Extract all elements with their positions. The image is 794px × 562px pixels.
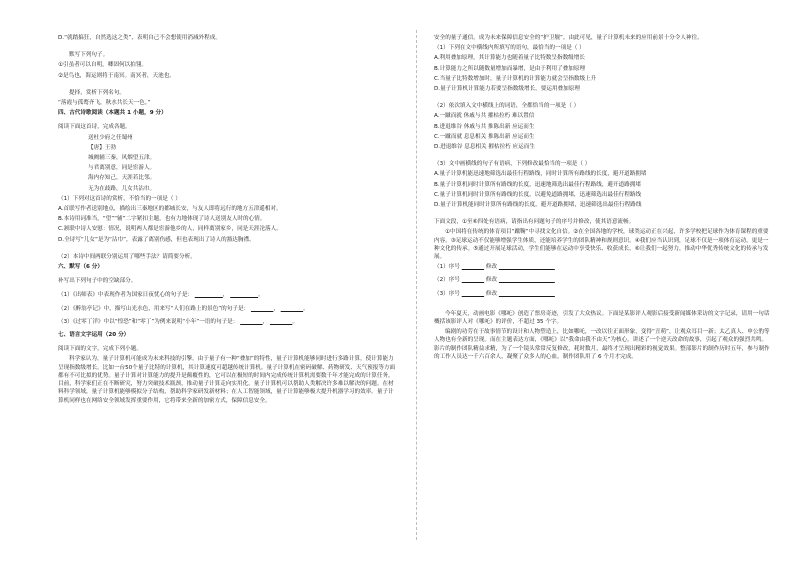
section-heading: 七、语言文字运用（20 分） <box>58 332 130 339</box>
fill-question-text: （1）《出师表》中表现作者为国家日夜忧心的句子是： <box>58 292 194 299</box>
poem-line: 海内存知己，天涯若比邻。 <box>88 175 156 182</box>
option: D.进退维谷 息息相关 摧枯拉朽 应运而生 <box>434 144 535 151</box>
answer-blank[interactable] <box>270 319 292 325</box>
question: （2）本诗中间两联分别运用了哪些手法？请简要分析。 <box>58 253 196 260</box>
section-heading: 四、古代诗歌阅读（本题共 1 小题，9 分） <box>58 110 167 117</box>
answer-blank[interactable] <box>499 264 555 270</box>
text-line: 阅读下面这首诗，完成各题。 <box>58 124 131 131</box>
poem-author: 【唐】王勃 <box>88 144 116 151</box>
row-mid: 修改 <box>485 264 498 271</box>
answer-blank[interactable] <box>462 264 484 270</box>
row-label: （1）序号 <box>434 264 460 271</box>
poem <box>58 134 398 193</box>
option: A.首联写作者送别地点，描绘出三秦地区的都城长安，与友人即将远行的地方五津遥相对。 <box>58 206 282 213</box>
text-line: ②是鸟也，海运则将于南冥。南冥者，天池也。 <box>58 72 175 79</box>
text-line: 提择，赏析下列名句。 <box>69 89 125 96</box>
text-line: 补写出下列句子中的空缺部分。 <box>58 278 137 285</box>
question: （3）文中画横线的句子有语病，下列修改最恰当的一项是（ ） <box>434 161 591 168</box>
column-divider <box>416 30 417 540</box>
option: B.本诗用词准当，“望”“辅”二字紧扣主题，也有力地体现了诗人送别友人时的心情。 <box>58 216 266 223</box>
answer-blank[interactable] <box>251 306 273 312</box>
answer-blank[interactable] <box>462 277 484 283</box>
row-mid: 修改 <box>485 277 498 284</box>
option: C.颔联中诗人安慰：情况，说明两人都是宦游他乡的人，同样离别家乡，同是天涯沦落人。 <box>58 226 282 233</box>
option: C.当量子比特数增加时，量子计算机的计算能力就会呈指数级上升 <box>434 75 597 82</box>
option: D.量子计算机能同时计算所有路线的长度，避开道路拥堵，迅速筛选出最佳行程路线 <box>434 202 642 209</box>
question: 下面文段，①至⑥四处有语病，请指出有问题句子的序号并修改，使其语意流畅。 <box>434 219 635 226</box>
option: A.量子计算机能迅速地筛选出最佳行程路线，同时计算所有路线的长度，避开道路拥堵 <box>434 171 647 178</box>
text-line: “落霞与孤鹜齐飞，秋水共长天一色。” <box>58 100 151 107</box>
passage: 科学家认为，量子计算机可能成为未来科技的引擎。由于量子有一种“叠加”的特性，量子计算机能够同时进行多路计算，使计算能力呈现指数级增长。比如一台50个量子比特的计算机，其计算速度可超越传统计算机。量子计算机在密码破解、药物研发、天气预报等方面都有不可比拟的优势。量子计算对计算能力的提升是颠覆性的，它可以在极短的时间内完成传统计算机需要数千年才能完成的计算任务。目前，科学家们正在不断研究，努力突破技术瓶颈，推动量子计算走向实用化。量子计算机可以帮助人类解决许多难以解决的问题。在材料科学领域，量子计算机能够模拟分子结构，帮助科学家研发新材料；在人工智能领域，量子计算能够极大提升机器学习的效率。量子计算机同样也在网络安全领域发挥重要作用，它将带来全新的加密方式，保障信息安全。 <box>58 356 396 404</box>
fill-question: （2）《醉翁亭记》中，描写山光水色，用来写“人们在路上的景色”的句子是： ， 。 <box>58 305 309 312</box>
answer-blank[interactable] <box>195 292 223 298</box>
option: B.计算能力之所以随数量增加而暴增，是由于利用了叠加原理 <box>434 65 586 72</box>
text-line: ①引虽者可以自明，卿固何以拍翎。 <box>58 62 147 69</box>
row-label: （2）序号 <box>434 277 460 284</box>
section-heading: 六、默写（6 分） <box>58 264 103 271</box>
answer-blank[interactable] <box>499 277 555 283</box>
question: 今年夏天，动画电影《哪吒》创造了票房奇迹，引发了大众热议。下面是某影评人观影后接受新闻媒体采访的文字记录，请用一句话概括该影评人对《哪吒》的评价，不超过 35 个字。 <box>434 310 770 326</box>
question: （2）依次填入文中横线上的词语，全都恰当的一项是（ ） <box>434 103 580 110</box>
answer-row <box>434 263 772 271</box>
question: （1）下列在文中横线内所填写的语句，最恰当的一项是（ ） <box>434 45 585 52</box>
option: C.一蹴而就 息息相关 推陈出新 应运而生 <box>434 133 535 140</box>
row-label: （3）序号 <box>434 290 460 297</box>
poem-title: 送杜少府之任蜀州 <box>88 134 133 141</box>
option: A.一蹴而就 休戚与共 摧枯拉朽 难以置信 <box>434 113 535 120</box>
answer-blank[interactable] <box>281 306 303 312</box>
row-mid: 修改 <box>485 290 498 297</box>
text-line: 阅读下面的文字，完成下列小题。 <box>58 346 142 353</box>
fill-question-text: （2）《醉翁亭记》中，描写山光水色，用来写“人们在路上的景色”的句子是： <box>58 305 250 312</box>
answer-blank[interactable] <box>462 291 484 297</box>
right-column <box>434 34 772 363</box>
passage: ①中国将在传统的体育项目“蹴鞠”中寻找文化自信。②在全国各地的学校，球类运动正在兴起，许多学校把足球作为体育课程的重要内容。③足球运动不仅能够增强学生体质，还能培养学生的团队精神和规则意识。④我们应当认识到，足球不仅是一项体育运动，更是一种文化的传承。⑤通过开展足球活动，学生们能够在运动中享受快乐、收获成长。⑥让我们一起努力，推动中华优秀传统文化的传承与发展。 <box>434 229 769 261</box>
answer-blank[interactable] <box>499 291 555 297</box>
poem-line: 与君离别意，同是宦游人。 <box>88 165 156 172</box>
fill-question: （3）《过零丁洋》中以“惶恐”和“零丁”为例来说明“小年”一语的句子是： ， 。 <box>58 318 298 325</box>
answer-blank[interactable] <box>230 292 258 298</box>
answer-row <box>434 290 772 298</box>
option: A.利用叠加原理，其计算能力也随着量子比特数呈指数级增长 <box>434 55 585 62</box>
answer-row <box>434 276 772 284</box>
passage: 编剧的功劳在于故事情节的设计和人物塑造上，比如哪吒，一改以往正面形象，变得“丑萌”，让观众耳目一新；太乙真人、申公豹等人物也有全新的呈现。而在主题表达方面，《哪吒》以“我命由我不由天”为核心，讲述了一个逆天改命的故事，引起了观众的强烈共鸣。影片的制作团队精益求精，为了一个镜头常常反复修改，耗时数月，最终才呈现出精彩的视觉效果。整部影片的制作历时五年，参与制作的工作人员达一千六百余人，凝聚了众多人的心血，制作团队用了 6 个月才完成。 <box>434 329 770 360</box>
fill-question: （1）《出师表》中表现作者为国家日夜忧心的句子是： ， 。 <box>58 292 264 299</box>
fill-question-text: （3）《过零丁洋》中以“惶恐”和“零丁”为例来说明“小年”一语的句子是： <box>58 318 239 325</box>
text-line: 默写下列句子。 <box>69 52 109 59</box>
left-column <box>58 34 398 407</box>
text-line: D.“就踏搞狂，自然选这之类”，表明自己不会想使用消减外程成。 <box>58 35 221 41</box>
option: B.进退维谷 休戚与共 推陈出新 应运而生 <box>434 123 535 130</box>
text-line: 安全的量子通信，成为未来保障信息安全的“护卫舰”。由此可见，量子计算机未来的应用前景十分令人神往。 <box>434 35 703 41</box>
answer-blank[interactable] <box>240 319 262 325</box>
option: B.量子计算机同时计算所有路线的长度，迅速地筛选出最佳行程路线，避开道路拥堵 <box>434 181 641 188</box>
option: D.量子计算机计算能力若要呈指数级增长，要运用叠加原理 <box>434 86 580 93</box>
poem-line: 无为在歧路，儿女共沾巾。 <box>88 185 156 192</box>
option: D.全诗写“儿女”是为“沾巾”，表露了离别伤感，但也表现出了诗人的豁达胸襟。 <box>58 236 255 243</box>
option: C.量子计算机同时计算所有路线的长度，以避免道路拥堵，迅速筛选出最佳行程路线 <box>434 191 642 198</box>
poem-line: 城阙辅三秦，风烟望五津。 <box>88 155 156 162</box>
question: （1）下列对这首诗的赏析，不恰当的一项是（ ） <box>58 195 181 202</box>
